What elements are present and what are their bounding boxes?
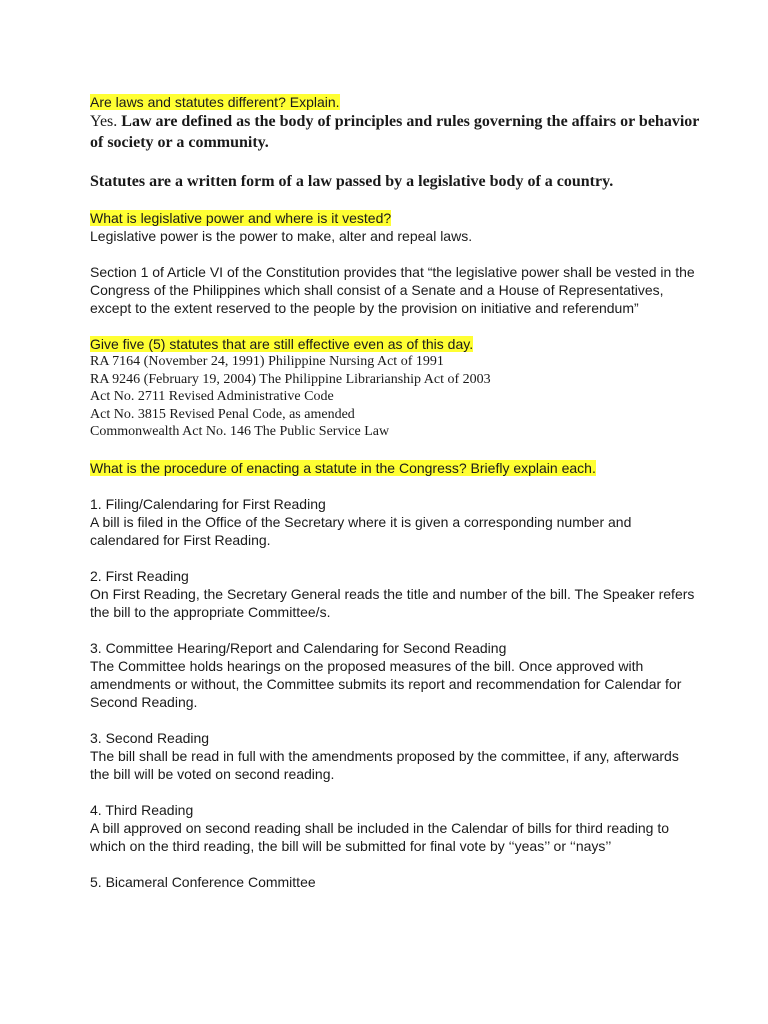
answer-law-definition: [90, 111, 700, 153]
procedure-step: [90, 639, 700, 711]
step-title: 2. First Reading: [90, 567, 189, 584]
step-body: A bill is filed in the Office of the Secretary where it is given a corresponding number and calendared for First Reading.: [90, 513, 632, 548]
list-item: RA 9246 (February 19, 2004) The Philippine Librarianship Act of 2003: [90, 371, 491, 387]
step-body: A bill approved on second reading shall be included in the Calendar of bills for third reading to which on the third reading, the bill will be submitted for final vote by ‘‘yeas’’ or ‘‘nays’’: [90, 819, 670, 854]
document-body: [90, 93, 700, 891]
list-item: RA 7164 (November 24, 1991) Philippine Nursing Act of 1991: [90, 354, 444, 369]
question-five-statutes: [90, 335, 700, 353]
step-title: 3. Committee Hearing/Report and Calendaring for Second Reading: [90, 639, 507, 656]
highlighted-question: Give five (5) statutes that are still effective even as of this day.: [90, 336, 474, 352]
step-body: The bill shall be read in full with the amendments proposed by the committee, if any, afterwards the bill will be voted on second reading.: [90, 747, 679, 782]
highlighted-question: What is the procedure of enacting a statute in the Congress? Briefly explain each.: [90, 459, 596, 476]
highlighted-question: What is legislative power and where is it vested?: [90, 210, 392, 226]
step-title: 3. Second Reading: [90, 729, 210, 746]
statutes-list: [90, 353, 700, 441]
question-laws-vs-statutes: [90, 93, 700, 111]
law-definition-text: Law are defined as the body of principles and rules governing the affairs or behavior of society or a community.: [90, 113, 700, 151]
answer-legislative-power: Legislative power is the power to make, alter and repeal laws.: [90, 228, 473, 244]
list-item: Act No. 2711 Revised Administrative Code: [90, 389, 334, 405]
answer-yes: Yes.: [90, 113, 118, 130]
step-title: 4. Third Reading: [90, 801, 194, 818]
step-body: On First Reading, the Secretary General reads the title and number of the bill. The Speaker refers the bill to the appropriate Committee/s.: [90, 585, 695, 620]
step-title: 5. Bicameral Conference Committee: [90, 873, 316, 890]
list-item: Act No. 3815 Revised Penal Code, as amended: [90, 406, 355, 422]
procedure-step: [90, 873, 700, 891]
step-title: 1. Filing/Calendaring for First Reading: [90, 495, 326, 512]
procedure-step: [90, 729, 700, 783]
highlighted-question: Are laws and statutes different? Explain.: [90, 94, 340, 110]
procedure-step: [90, 495, 700, 549]
procedure-step: [90, 801, 700, 855]
list-item: Commonwealth Act No. 146 The Public Service Law: [90, 424, 390, 440]
step-body: The Committee holds hearings on the proposed measures of the bill. Once approved with amendments or without, the Committee submits its report and recommendation for Calendar for Second Reading.: [90, 657, 682, 710]
question-legislative-power: [90, 209, 700, 227]
question-enacting-procedure: [90, 459, 700, 477]
answer-statutes-definition: Statutes are a written form of a law passed by a legislative body of a country.: [90, 173, 614, 190]
answer-constitution-section: Section 1 of Article VI of the Constitution provides that “the legislative power shall be vested in the Congress of the Philippines which shall consist of a Senate and a House of Representatives, except to the extent reserved to the people by the provision on initiative and referendum”: [90, 264, 695, 316]
procedure-step: [90, 567, 700, 621]
